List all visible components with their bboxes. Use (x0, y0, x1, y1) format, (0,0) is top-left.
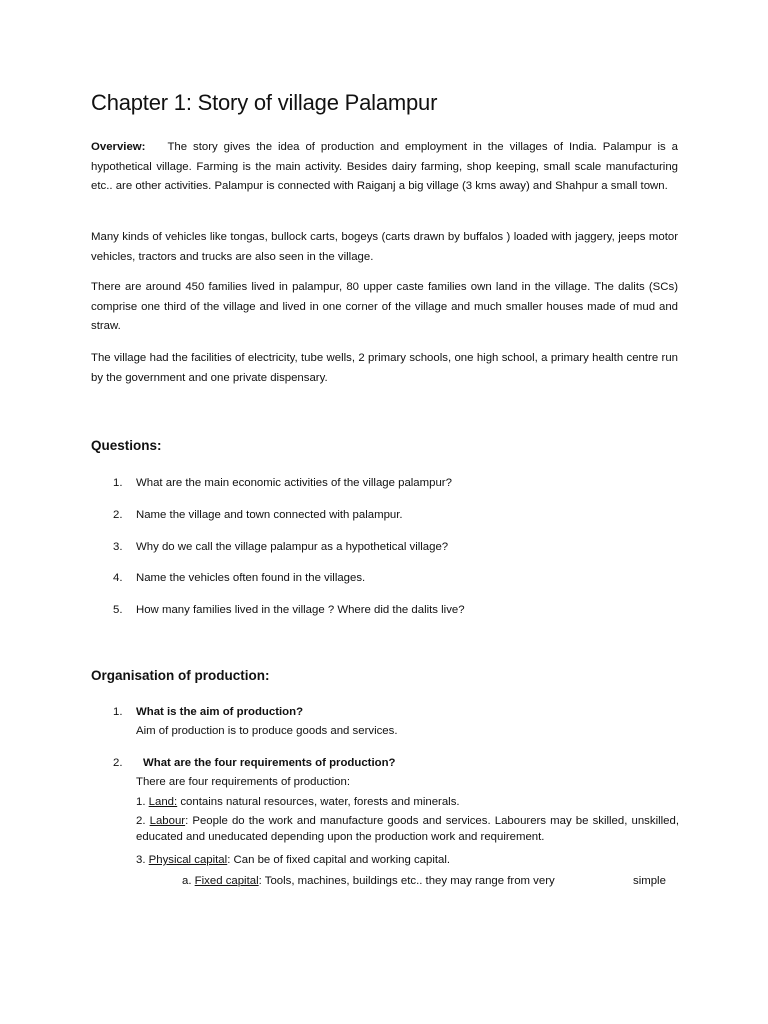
page-title: Chapter 1: Story of village Palampur (91, 90, 438, 115)
vehicles-paragraph: Many kinds of vehicles like tongas, bullock carts, bogeys (carts drawn by buffalos ) loaded with jaggery, jeeps motor vehicles, tractors and trucks are also seen in the village. (91, 231, 678, 263)
term-labour: Labour (149, 815, 186, 827)
overview-text: The story gives the idea of production and employment in the villages of India. Palampur is a hypothetical village. Farming is the main activity. Besides dairy farming, shop keeping, small scale manufacturing etc.. are other activities. Palampur is connected with Raiganj a big village (3 kms away) and Shahpur a small town. (91, 141, 678, 192)
families-paragraph: There are around 450 families lived in palampur, 80 upper caste families own land in the village. The dalits (SCs) comprise one third of the village and lived in one corner of the village and much smaller houses made of mud and straw. (91, 281, 678, 332)
question-text: What are the four requirements of production? (143, 757, 396, 769)
requirements-intro: There are four requirements of production: (136, 776, 351, 788)
question-item (113, 539, 448, 555)
fixed-capital-tail: simple (633, 875, 666, 887)
organisation-heading: Organisation of production: (91, 668, 270, 683)
question-item (113, 570, 365, 586)
term-physical-capital: Physical capital (148, 854, 228, 866)
question-text: Why do we call the village palampur as a hypothetical village? (136, 541, 449, 553)
question-text: What is the aim of production? (136, 706, 304, 718)
question-number: 1. (113, 706, 123, 718)
question-number: 5. (113, 604, 123, 616)
questions-heading: Questions: (91, 438, 162, 453)
requirement-fixed-capital: a. Fixed capital: Tools, machines, buildings etc.. they may range from very (182, 875, 555, 887)
org-question-2 (113, 755, 396, 771)
question-number: 4. (113, 572, 123, 584)
question-number: 2. (113, 757, 123, 769)
overview-label: Overview: (91, 141, 146, 153)
question-item (113, 602, 465, 618)
requirement-physical-capital: 3. Physical capital: Can be of fixed capital and working capital. (136, 854, 451, 866)
question-text: What are the main economic activities of the village palampur? (136, 477, 452, 489)
term-fixed-capital: Fixed capital (194, 875, 259, 887)
question-number: 2. (113, 509, 123, 521)
question-number: 1. (113, 477, 123, 489)
overview-paragraph (91, 138, 678, 197)
requirement-labour: 2. Labour: People do the work and manufacture goods and services. Labourers may be skilled, unskilled, educated and uneducated depending upon the production work and requirement. (136, 815, 679, 843)
question-item (113, 475, 452, 491)
org-answer-1: Aim of production is to produce goods and services. (136, 725, 398, 737)
org-question-1 (113, 704, 303, 720)
question-number: 3. (113, 541, 123, 553)
term-land: Land: (148, 796, 178, 808)
question-item (113, 507, 403, 523)
facilities-paragraph: The village had the facilities of electricity, tube wells, 2 primary schools, one high school, a primary health centre run by the government and one private dispensary. (91, 352, 678, 384)
requirement-land: 1. Land: contains natural resources, water, forests and minerals. (136, 796, 460, 808)
question-text: Name the vehicles often found in the villages. (136, 572, 366, 584)
question-text: Name the village and town connected with palampur. (136, 509, 403, 521)
question-text: How many families lived in the village ? Where did the dalits live? (136, 604, 465, 616)
